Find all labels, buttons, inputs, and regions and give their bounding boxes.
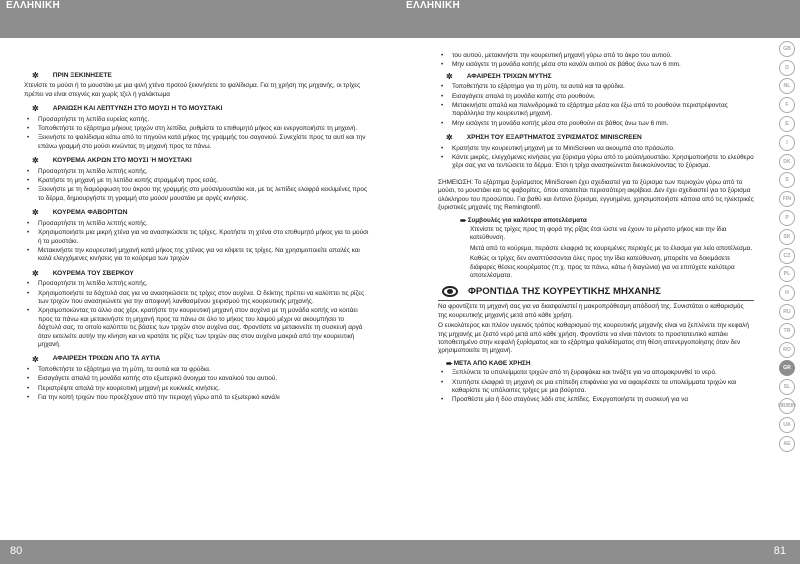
list-item: • Προσαρτήστε τη λεπίδα ευρείας κοπής.	[24, 116, 369, 124]
section-title: ✲ ΠΡΙΝ ΞΕΚΙΝΗΣΕΤΕ	[32, 71, 112, 81]
list-item: • Προσαρτήστε τη λεπίδα λεπτής κοπής.	[24, 168, 369, 176]
tips-line: Μετά από το κούρεμα, περάστε ελαφριά τις κουρεμένες περιοχές με το έλασμα για λείο αποτέλεσμα.	[470, 244, 753, 252]
right-column	[438, 52, 754, 406]
language-tab-i[interactable]: I	[779, 135, 795, 151]
gear-icon: ✲	[32, 104, 39, 114]
list-item: • Χρησιμοποιήστε τα δάχτυλά σας για να ανασηκώσετε τις τρίχες στον αυχένα. Ο δείκτης πρέπει να καλύπτει τις ρίζες των τριχών που ανασηκώνετε για την αποφυγή λανθασμένου χειρισμού της κουρευτικής μηχανής.	[24, 290, 369, 307]
language-tab-nl[interactable]: NL	[779, 78, 795, 94]
right-page	[400, 0, 800, 564]
care-intro: Να φροντίζετε τη μηχανή σας για να διασφαλιστεί η μακροπρόθεσμη απόδοσή της. Συνιστάται ο καθαρισμός της κουρευτικής μηχανής μετά από κάθε χρήση.	[438, 303, 744, 319]
list-item: • Κρατήστε την κουρευτική μηχανή με το MiniScreen να ακουμπά στο πρόσωπο.	[438, 145, 754, 153]
list-item: • Χρησιμοποιώντας το άλλο σας χέρι, κρατήστε την κουρευτική μηχανή στον αυχένα με τη μονάδα κοπής να κοιτάει προς τα πάνω και μετακινήστε τη μηχανή προς τα πάνω σε όλο το μήκος του λαιμού μέχρι να ακουμπήσει το δάχτυλό σας, το οποίο καλύπτει τις βάσεις των τριχών στον αυχένα σας. Φροντίστε να μετακινείτε τη συσκευή αργά όταν εκτελείτε αυτήν την κίνηση και να κρατάτε τις ρίζες των τριχών σας στον αυχένα μακριά από την κουρευτική μηχανή.	[24, 307, 369, 349]
section-sideburns	[24, 209, 369, 263]
language-tab-ua[interactable]: UA	[779, 417, 795, 433]
section-ears	[24, 355, 369, 402]
right-header-title: ΕΛΛΗΝΙΚΗ	[406, 0, 461, 11]
gear-icon: ✲	[32, 71, 39, 81]
tips-title: ➨ Συμβουλές για καλύτερα αποτελέσματα	[460, 215, 587, 225]
language-tab-f[interactable]: F	[779, 97, 795, 113]
language-tabs	[770, 38, 800, 452]
language-tab-dk[interactable]: DK	[779, 154, 795, 170]
language-tab-ru[interactable]: RU	[779, 304, 795, 320]
list-item: • Προσαρτήστε τη λεπίδα λεπτής κοπής.	[24, 220, 369, 228]
list-item: • Εισαγάγετε απαλά τη μονάδα κοπής στο ρουθούνι.	[438, 93, 754, 101]
language-tab-gr[interactable]: GR	[779, 360, 795, 376]
language-tab-hr-bih[interactable]: HR/BIH	[779, 398, 795, 414]
language-tab-s[interactable]: S	[779, 172, 795, 188]
list-item: • Προσθέστε μία ή δύο σταγόνες λάδι στις λεπίδες. Ενεργοποιήστε τη συσκευή για να	[438, 396, 754, 404]
language-tab-cz[interactable]: CZ	[779, 248, 795, 264]
language-tab-tr[interactable]: TR	[779, 323, 795, 339]
list-item: • Εισαγάγετε απαλά τη μονάδα κοπής στο εξωτερικό άνοιγμα του καναλιού του αυτιού.	[24, 375, 369, 383]
language-tab-h[interactable]: H	[779, 285, 795, 301]
gear-icon: ✲	[446, 133, 453, 143]
continued-list	[438, 52, 754, 70]
list-item: • Χτυπήστε ελαφριά τη μηχανή σε μια επίπεδη επιφάνεια για να αφαιρέσετε τα υπολείμματα τριχών και καθαρίστε τις υπόλοιπες τρίχες με μια βούρτσα.	[438, 379, 754, 396]
section-title: ✲ ΚΟΥΡΕΜΑ ΤΟΥ ΣΒΕΡΚΟΥ	[32, 268, 134, 278]
right-footer-bar	[400, 540, 800, 564]
gear-icon: ✲	[32, 354, 39, 364]
section-thinning	[24, 105, 369, 151]
section-edges	[24, 157, 369, 203]
list-item: • Προσαρτήστε τη λεπίδα λεπτής κοπής.	[24, 280, 369, 288]
section-nose	[438, 73, 754, 128]
eye-icon	[442, 286, 458, 297]
list-item: • του αυτιού, μετακινήστε την κουρευτική μηχανή γύρω από το άκρο του αυτιού.	[438, 52, 754, 60]
arrow-right-icon: ➨	[446, 358, 453, 368]
list-item: • Ξεκινήστε το ψαλίδισμα κάτω από το πηγούνι κατά μήκος της γραμμής του σαγονιού. Συνεχίστε προς τα αυτί και την επάνω γραμμή στο μούσι κινώντας τη μηχανή προς τα πάνω.	[24, 134, 369, 151]
arrow-right-icon: ➨	[460, 215, 467, 225]
right-header-bar	[400, 0, 800, 38]
list-item: • Ξεκινήστε με τη διαμόρφωση του άκρου της γραμμής στο μούσι/μουστάκι και, με τις λεπίδες ελαφρά κεκλιμένες προς το δέρμα, δημιουργήστε τη γραμμή στο μούσι/ μουστάκι με αργές κινήσεις.	[24, 186, 369, 203]
language-tab-sl[interactable]: SL	[779, 379, 795, 395]
tips-block	[460, 217, 754, 281]
section-title: ✲ ΧΡΗΣΗ ΤΟΥ ΕΞΑΡΤΗΜΑΤΟΣ ΞΥΡΙΣΜΑΤΟΣ MINISCREEN	[446, 133, 642, 143]
tips-line: Χτενίστε τις τρίχες προς τη φορά της ρίζας έτσι ώστε να έχουν το μέγιστο μήκος και την ίδια κατεύθυνση.	[470, 225, 727, 242]
section-before-start	[24, 72, 369, 99]
list-item: • Τοποθετήστε το εξάρτημα για τη μύτη, τα αυτιά και τα φρύδια.	[24, 366, 369, 374]
section-title: ✲ ΑΡΑΙΩΣΗ ΚΑΙ ΛΕΠΤΥΝΣΗ ΣΤΟ ΜΟΥΣΙ Η ΤΟ ΜΟΥΣΤΑΚΙ	[32, 104, 223, 114]
section-miniscreen	[438, 134, 754, 171]
language-tab-d[interactable]: D	[779, 60, 795, 76]
list-item: • Μετακινήστε την κουρευτική μηχανή κατά μήκος της χτένας για να κόψετε τις τρίχες. Να χρησιμοποιείτε απαλές και καλά ελεγχόμενες κινήσεις για το κούρεμα των τριχών	[24, 247, 369, 264]
left-header-title: ΕΛΛΗΝΙΚΗ	[6, 0, 61, 11]
list-item: • Τοποθετήστε το εξάρτημα μήκους τριχών στη λεπίδα, ρυθμίστε το επιθυμητό μήκος και ενεργοποιήστε τη μηχανή.	[24, 125, 369, 133]
list-item: • Τοποθετήστε το εξάρτημα για τη μύτη, τα αυτιά και τα φρύδια.	[438, 83, 754, 91]
left-page-number: 80	[10, 545, 23, 557]
gear-icon: ✲	[32, 268, 39, 278]
tips-line: Καθώς οι τρίχες δεν αναπτύσσονται όλες προς την ίδια κατεύθυνση, μπορείτε να δοκιμάσετε διάφορες θέσεις κουρέματος (π.χ. προς τα πάνω, κάτω ή διαγώνια) για να επιτύχετε καλύτερα αποτελέσματα.	[470, 255, 735, 279]
list-item: • Μετακινήστε απαλά και παλινδρομικά το εξάρτημα μέσα και έξω από το ρουθούνι περιστρέφοντας παράλληλα την κουρευτική μηχανή.	[438, 102, 754, 119]
care-title: ΦΡΟΝΤΙΔΑ ΤΗΣ ΚΟΥΡΕΥΤΙΚΗΣ ΜΗΧΑΝΗΣ	[442, 286, 754, 297]
language-tab-ro[interactable]: RO	[779, 342, 795, 358]
language-tab-p[interactable]: P	[779, 210, 795, 226]
section-title: ✲ ΚΟΥΡΕΜΑ ΑΚΡΩΝ ΣΤΟ ΜΟΥΣΙ Ή ΜΟΥΣΤΑΚΙ	[32, 156, 192, 166]
list-item: • Κρατήστε τη μηχανή με τη λεπίδα κοπής στραμμένη προς εσάς.	[24, 177, 369, 185]
gear-icon: ✲	[446, 72, 453, 82]
list-item: • Χρησιμοποιήστε μια μικρή χτένα για να ανασηκώσετε τις τρίχες. Κρατήστε τη χτένα στο επιθυμητό μήκος για το μούσι ή το μουστάκι.	[24, 229, 369, 246]
left-header-bar	[0, 0, 400, 38]
tips-body	[470, 226, 754, 280]
list-item: • Κάντε μικρές, ελεγχόμενες κινήσεις για ξύρισμα γύρω από το μούσι/μουστάκι. Χρησιμοποιήστε το ελεύθερο χέρι σας για να τεντώσετε το δέρμα. Έτσι η τρίχα ανασηκώνεται διευκολύνοντας το ξύρισμα.	[438, 154, 754, 171]
language-tab-e[interactable]: E	[779, 116, 795, 132]
language-tab-sk[interactable]: SK	[779, 229, 795, 245]
section-title: ✲ ΚΟΥΡΕΜΑ ΦΑΒΟΡΙΤΩΝ	[32, 208, 128, 218]
language-tab-ae[interactable]: AE	[779, 436, 795, 452]
section-title: ✲ ΑΦΑΙΡΕΣΗ ΤΡΙΧΩΝ ΑΠΟ ΤΑ ΑΥΤΙΑ	[32, 354, 161, 364]
left-footer-bar	[0, 540, 400, 564]
list-item: • Μην εισάγετε τη μονάδα κοπής μέσα στο κανάλι αυτιού σε βάθος άνω των 6 mm.	[438, 61, 754, 69]
divider	[438, 300, 754, 301]
gear-icon: ✲	[32, 156, 39, 166]
note-paragraph: ΣΗΜΕΙΩΣΗ: Το εξάρτημα ξυρίσματος MiniScreen έχει σχεδιαστεί για το ξύρισμα των περιοχών γύρω από το μούσι, το μουστάκι και τις φαβορίτες, όπου απαιτείται περισσότερη ακρίβεια. Δεν έχει σχεδιαστεί για το ξύρισμα ολόκληρου του προσώπου. Για βαθύ και έντονο ξύρισμα, εγγυημένα, χρησιμοποιήστε κάποια από τις ηλεκτρικές ξυριστικές μηχανές της Remington®.	[438, 178, 754, 212]
care-body: Ο ευκολότερος και πλέον υγιεινός τρόπος καθαρισμού της κουρευτικής μηχανής είναι να ξεπλένετε την κεφαλή της μηχανής με ζεστό νερό μετά από κάθε χρήση. Φροντίστε να είναι πάντοτε το προστατευτικό καπάκι τοποθετημένο στην κεφαλή ξυρίσματος και το εξάρτημα ψαλιδίσματος στη θέση απενεργοποίησης όταν δεν χρησιμοποιείτε τη μηχανή.	[438, 322, 749, 355]
language-tab-pl[interactable]: PL	[779, 266, 795, 282]
after-use-title: ➨ ΜΕΤΑ ΑΠΟ ΚΑΘΕ ΧΡΗΣΗ	[446, 358, 531, 368]
gear-icon: ✲	[32, 208, 39, 218]
left-column	[24, 72, 369, 408]
right-page-number: 81	[773, 545, 786, 557]
list-item: • Ξεπλύνετε τα υπολείμματα τριχών από τη ξυραφάκια και τινάξτε για να απομακρυνθεί το νερό.	[438, 369, 754, 377]
language-tab-fin[interactable]: FIN	[779, 191, 795, 207]
paragraph: Χτενίστε το μούσι ή το μουστάκι με μια ψιλή χτένα προτού ξεκινήσετε το ψαλίδισμα. Για τη χρήση της μηχανής, οι τρίχες πρέπει να είναι στεγνές και χωρίς τζελ ή γαλάκτωμα	[24, 82, 361, 98]
list-item: • Περιστρέψτε απαλά την κουρευτική μηχανή με κυκλικές κινήσεις.	[24, 385, 369, 393]
section-neck	[24, 270, 369, 350]
language-tab-gb[interactable]: GB	[779, 41, 795, 57]
section-title: ✲ ΑΦΑΙΡΕΣΗ ΤΡΙΧΩΝ ΜΥΤΗΣ	[446, 72, 552, 82]
list-item: • Για την κοπή τριχών που προεξέχουν από την περιοχή γύρω από το εξωτερικό κανάλι	[24, 394, 369, 402]
list-item: • Μην εισάγετε τη μονάδα κοπής μέσα στο ρουθούνι σε βάθος άνω των 6 mm.	[438, 120, 754, 128]
